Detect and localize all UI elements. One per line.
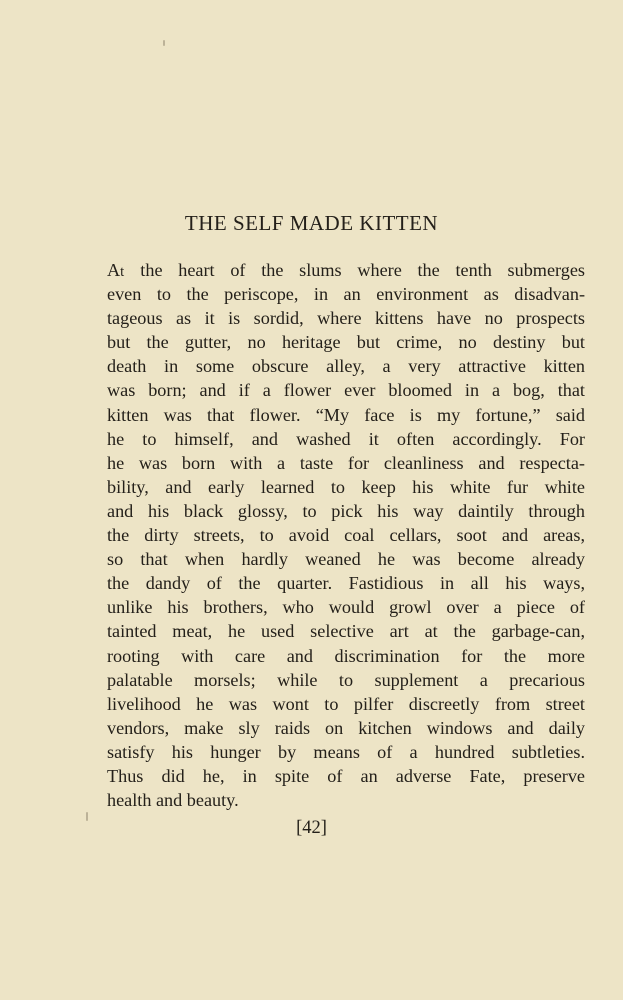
paper-speck [163,40,165,46]
body-paragraph [107,258,585,812]
text-line: so that when hardly weaned he was become already [107,549,585,570]
text-line: palatable morsels; while to supplement a precarious [107,669,585,690]
text-line: satisfy his hunger by means of a hundred subtleties. [107,741,585,762]
text-line: death in some obscure alley, a very attractive kitten [107,356,585,377]
text-line [107,258,585,282]
text-line: and his black glossy, to pick his way daintily through [107,500,585,521]
text-line: bility, and early learned to keep his white fur white [107,476,585,497]
text-line: was born; and if a flower ever bloomed in a bog, that [107,380,585,401]
text-line: livelihood he was wont to pilfer discreetly from street [107,693,585,714]
text-line: kitten was that flower. “My face is my fortune,” said [107,404,585,425]
text-line: the dandy of the quarter. Fastidious in all his ways, [107,573,585,594]
text-line: rooting with care and discrimination for the more [107,645,585,666]
text-line: he was born with a taste for cleanliness and respecta- [107,452,585,473]
text-line: vendors, make sly raids on kitchen windows and daily [107,717,585,738]
text-line: the dirty streets, to avoid coal cellars, soot and areas, [107,525,585,546]
text-line: but the gutter, no heritage but crime, no destiny but [107,332,585,353]
text-line: unlike his brothers, who would growl over a piece of [107,597,585,618]
small-caps: t [120,264,125,280]
text-line: health and beauty. [107,790,239,811]
drop-cap: A [107,260,121,280]
text-line: he to himself, and washed it often accordingly. For [107,428,585,449]
text-line: tainted meat, he used selective art at the garbage-can, [107,621,585,642]
text-line: tageous as it is sordid, where kittens have no prospects [107,308,585,329]
chapter-title: THE SELF MADE KITTEN [184,211,439,235]
text-line-content: the heart of the slums where the tenth submerges [124,260,585,280]
text-line: Thus did he, in spite of an adverse Fate, preserve [107,765,585,786]
text-line: even to the periscope, in an environment as disadvan- [107,284,585,305]
page-number: [42] [296,818,327,838]
